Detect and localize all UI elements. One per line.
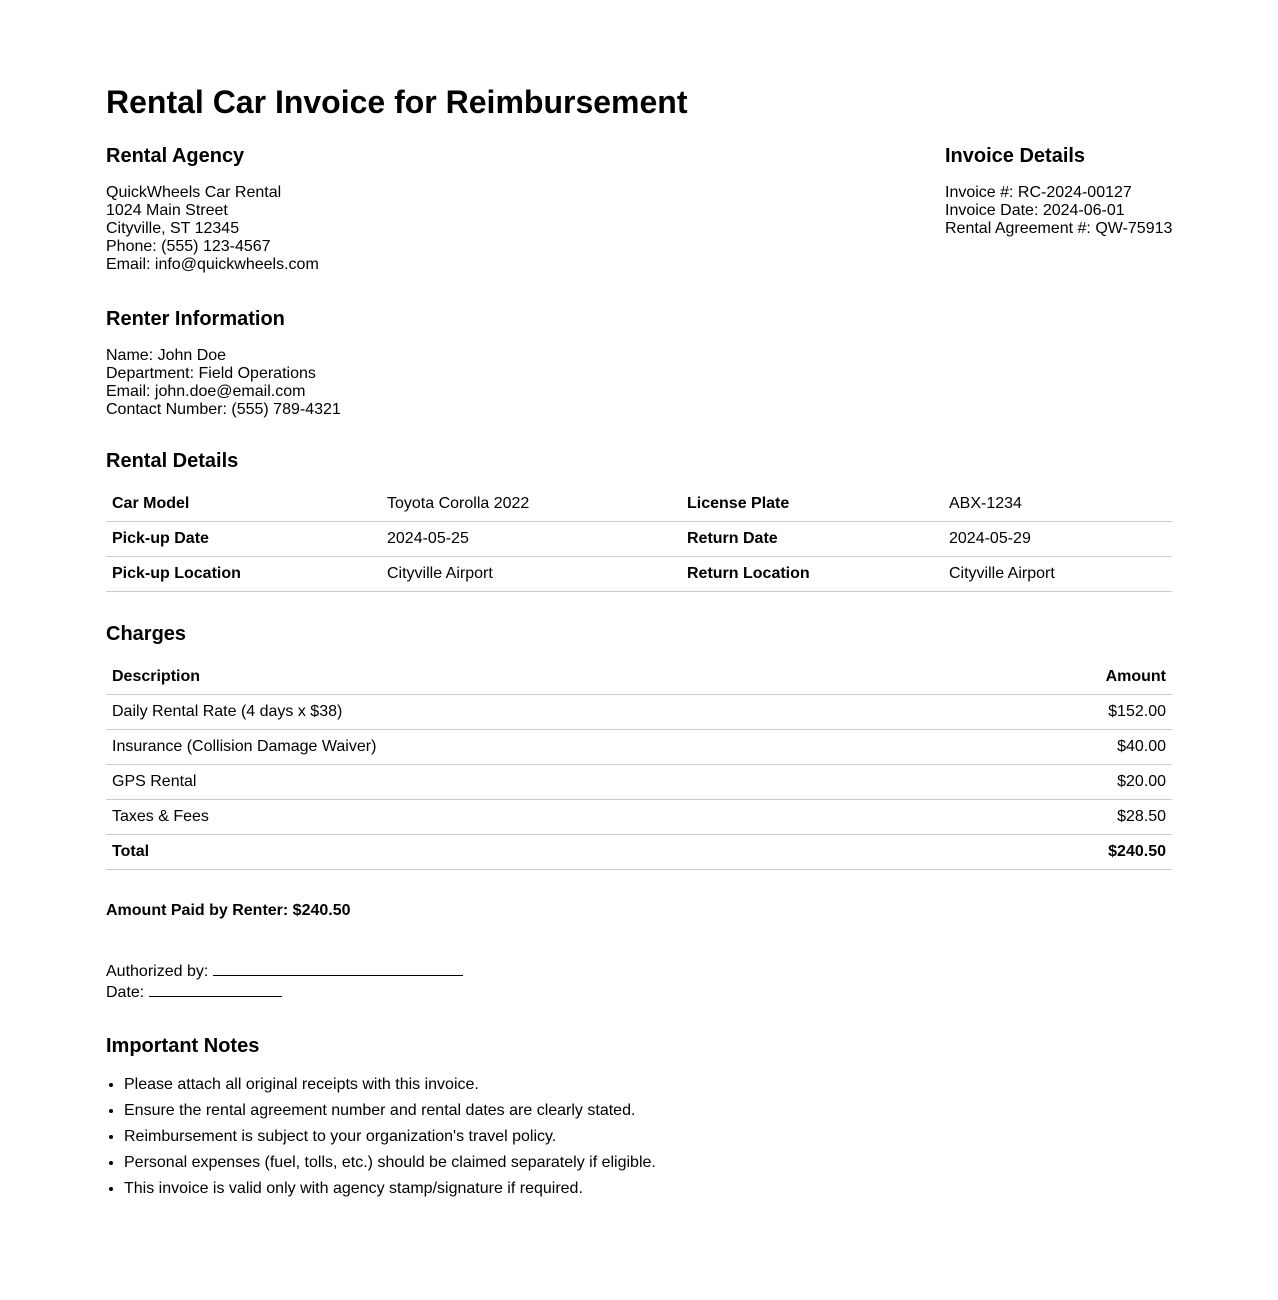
rental-agreement-number: Rental Agreement #: QW-75913	[945, 220, 1173, 237]
invoice-number: Invoice #: RC-2024-00127	[945, 184, 1132, 201]
total-amount: $240.50	[951, 835, 1172, 870]
description-column-header: Description	[106, 660, 951, 695]
charge-description: Daily Rental Rate (4 days x $38)	[106, 695, 951, 730]
signature-line	[213, 960, 463, 976]
rental-details-section	[106, 450, 1172, 592]
renter-information-section	[106, 308, 1172, 419]
rental-label: Return Date	[681, 522, 943, 557]
charge-amount: $28.50	[951, 800, 1172, 835]
invoice-page	[106, 0, 1172, 1202]
rental-value: Cityville Airport	[381, 557, 681, 592]
important-notes-heading: Important Notes	[106, 1035, 260, 1057]
charge-amount: $152.00	[951, 695, 1172, 730]
list-item: • Please attach all original receipts with this invoice.	[124, 1072, 1172, 1098]
amount-column-header: Amount	[951, 660, 1172, 695]
rental-details-heading: Rental Details	[106, 450, 239, 472]
table-row	[106, 487, 1172, 522]
date-label: Date:	[106, 984, 145, 1001]
table-row	[106, 800, 1172, 835]
table-row	[106, 765, 1172, 800]
agency-phone: Phone: (555) 123-4567	[106, 238, 271, 255]
rental-value: ABX-1234	[943, 487, 1172, 522]
table-header-row	[106, 660, 1172, 695]
charges-table	[106, 660, 1172, 870]
renter-name: Name: John Doe	[106, 347, 227, 364]
list-item: • Reimbursement is subject to your organization's travel policy.	[124, 1124, 1172, 1150]
rental-value: Cityville Airport	[943, 557, 1172, 592]
agency-street: 1024 Main Street	[106, 202, 228, 219]
amount-paid: Amount Paid by Renter: $240.50	[106, 902, 351, 919]
rental-value: 2024-05-25	[381, 522, 681, 557]
rental-details-table	[106, 487, 1172, 592]
rental-agency-section	[106, 145, 319, 274]
authorized-by-label: Authorized by:	[106, 963, 209, 980]
list-item: • This invoice is valid only with agency stamp/signature if required.	[124, 1176, 1172, 1202]
invoice-details-heading: Invoice Details	[945, 145, 1086, 167]
charges-heading: Charges	[106, 623, 187, 645]
rental-value: 2024-05-29	[943, 522, 1172, 557]
header-block	[106, 145, 1173, 273]
invoice-details-section	[945, 145, 1172, 238]
invoice-date: Invoice Date: 2024-06-01	[945, 202, 1125, 219]
list-item: • Personal expenses (fuel, tolls, etc.) should be claimed separately if eligible.	[124, 1150, 1172, 1176]
rental-label: License Plate	[681, 487, 943, 522]
charge-amount: $40.00	[951, 730, 1172, 765]
charge-description: Insurance (Collision Damage Waiver)	[106, 730, 951, 765]
rental-label: Return Location	[681, 557, 943, 592]
table-row	[106, 730, 1172, 765]
renter-email: Email: john.doe@email.com	[106, 383, 306, 400]
important-notes-list	[106, 1072, 1172, 1202]
rental-label: Pick-up Location	[106, 557, 381, 592]
charge-description: Taxes & Fees	[106, 800, 951, 835]
renter-information-heading: Renter Information	[106, 308, 285, 330]
charge-description: GPS Rental	[106, 765, 951, 800]
charges-section	[106, 623, 1172, 870]
page-title: Rental Car Invoice for Reimbursement	[106, 84, 688, 120]
renter-contact: Contact Number: (555) 789-4321	[106, 401, 341, 418]
rental-label: Car Model	[106, 487, 381, 522]
rental-label: Pick-up Date	[106, 522, 381, 557]
list-item: • Ensure the rental agreement number and rental dates are clearly stated.	[124, 1098, 1172, 1124]
date-line	[149, 981, 282, 997]
total-label: Total	[106, 835, 951, 870]
renter-department: Department: Field Operations	[106, 365, 316, 382]
total-row	[106, 835, 1172, 870]
authorization-block	[106, 960, 1172, 1002]
table-row	[106, 695, 1172, 730]
rental-value: Toyota Corolla 2022	[381, 487, 681, 522]
agency-email: Email: info@quickwheels.com	[106, 256, 319, 273]
charge-amount: $20.00	[951, 765, 1172, 800]
rental-agency-heading: Rental Agency	[106, 145, 245, 167]
table-row	[106, 522, 1172, 557]
agency-name: QuickWheels Car Rental	[106, 184, 282, 201]
agency-city: Cityville, ST 12345	[106, 220, 240, 237]
table-row	[106, 557, 1172, 592]
